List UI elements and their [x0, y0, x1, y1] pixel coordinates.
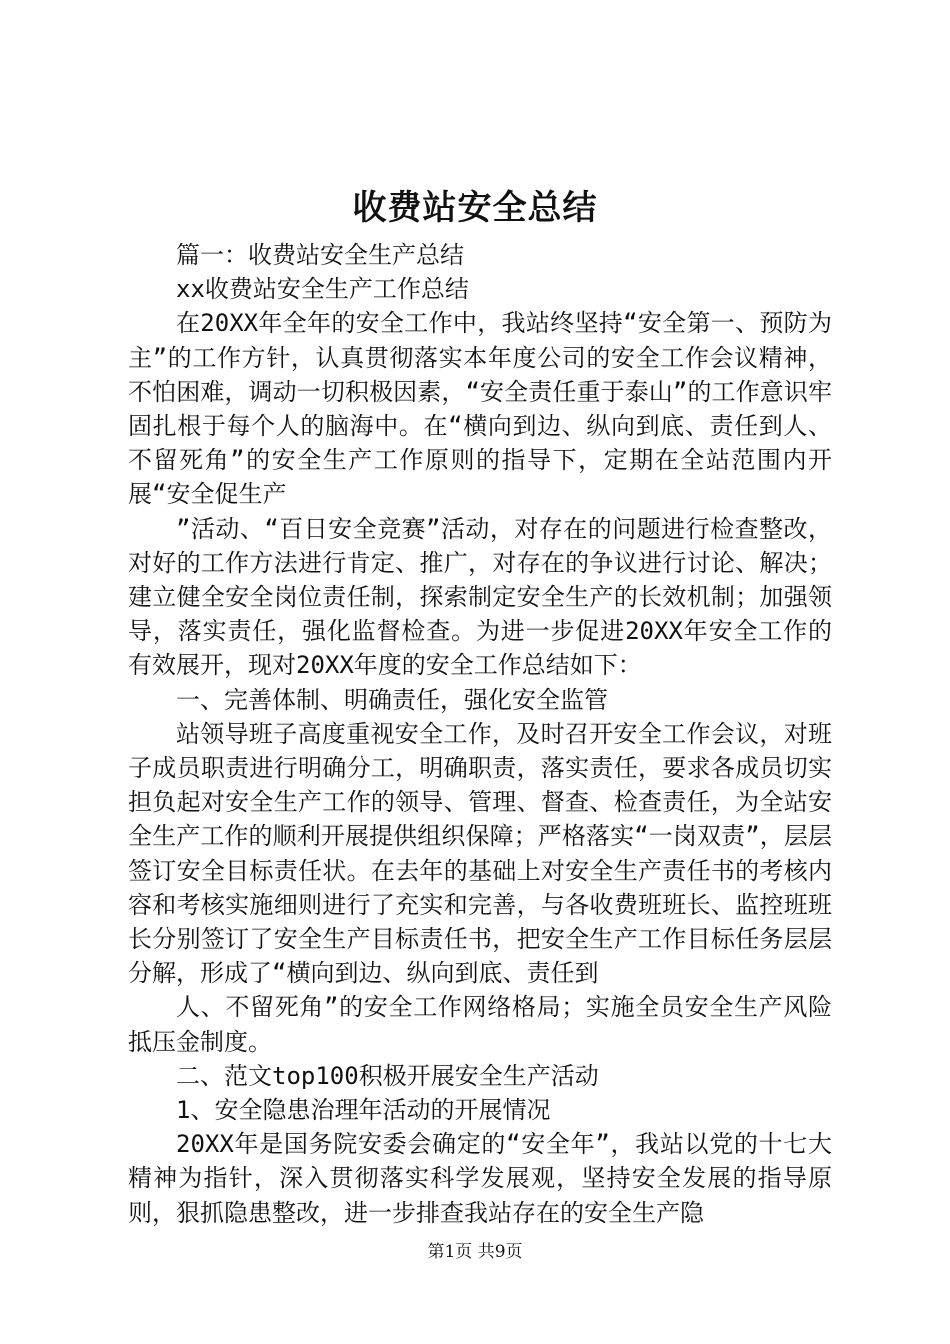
paragraph-part-heading: 篇一：收费站安全生产总结 [176, 241, 464, 269]
page-number: 第1页 [427, 1242, 473, 1262]
paragraph-intro: 在20XX年全年的安全工作中，我站终坚持“安全第一、预防为主”的工作方针，认真贯彻落实本年度公司的安全工作会议精神，不怕困难，调动一切积极因素，“安全责任重于泰山”的工作意识牢固扎根于每个人的脑海中。在“横向到边、纵向到底、责任到人、不留死角”的安全生产工作原则的指导下，定期在全站范围内开展“安全促生产 [128, 309, 832, 509]
page-footer [0, 1239, 950, 1265]
paragraph-subsection-1: 20XX年是国务院安委会确定的“安全年”，我站以党的十七大精神为指针，深入贯彻落实科学发展观，坚持安全发展的指导原则，狠抓隐患整改，进一步排查我站存在的安全生产隐 [128, 1130, 832, 1227]
document-body [128, 238, 832, 1230]
section-heading-1: 一、完善体制、明确责任，强化安全监管 [176, 685, 608, 714]
subsection-heading-1: 1、安全隐患治理年活动的开展情况 [176, 1096, 551, 1125]
paragraph-section-1-continued: 人、不留死角”的安全工作网络格局；实施全员安全生产风险抵压金制度。 [128, 993, 832, 1056]
page-total: 共9页 [477, 1242, 523, 1262]
document-title: 收费站安全总结 [352, 188, 598, 228]
paragraph-report-title: xx收费站安全生产工作总结 [176, 275, 469, 304]
section-heading-2: 二、范文top100积极开展安全生产活动 [176, 1061, 599, 1090]
paragraph-section-1: 站领导班子高度重视安全工作，及时召开安全工作会议，对班子成员职责进行明确分工，明确职责，落实责任，要求各成员切实担负起对安全生产工作的领导、管理、督查、检查责任，为全站安全生产工作的顺利开展提供组织保障；严格落实“一岗双责”，层层签订安全目标责任状。在去年的基础上对安全生产责任书的考核内容和考核实施细则进行了充实和完善，与各收费班班长、监控班班长分别签订了安全生产目标责任书，把安全生产工作目标任务层层分解，形成了“横向到边、纵向到底、责任到 [128, 719, 832, 988]
paragraph-intro-continued: ”活动、“百日安全竞赛”活动，对存在的问题进行检查整改，对好的工作方法进行肯定、推广，对存在的争议进行讨论、解决；建立健全安全岗位责任制，探索制定安全生产的长效机制；加强领导，落实责任，强化监督检查。为进一步促进20XX年安全工作的有效展开，现对20XX年度的安全工作总结如下： [128, 514, 832, 680]
